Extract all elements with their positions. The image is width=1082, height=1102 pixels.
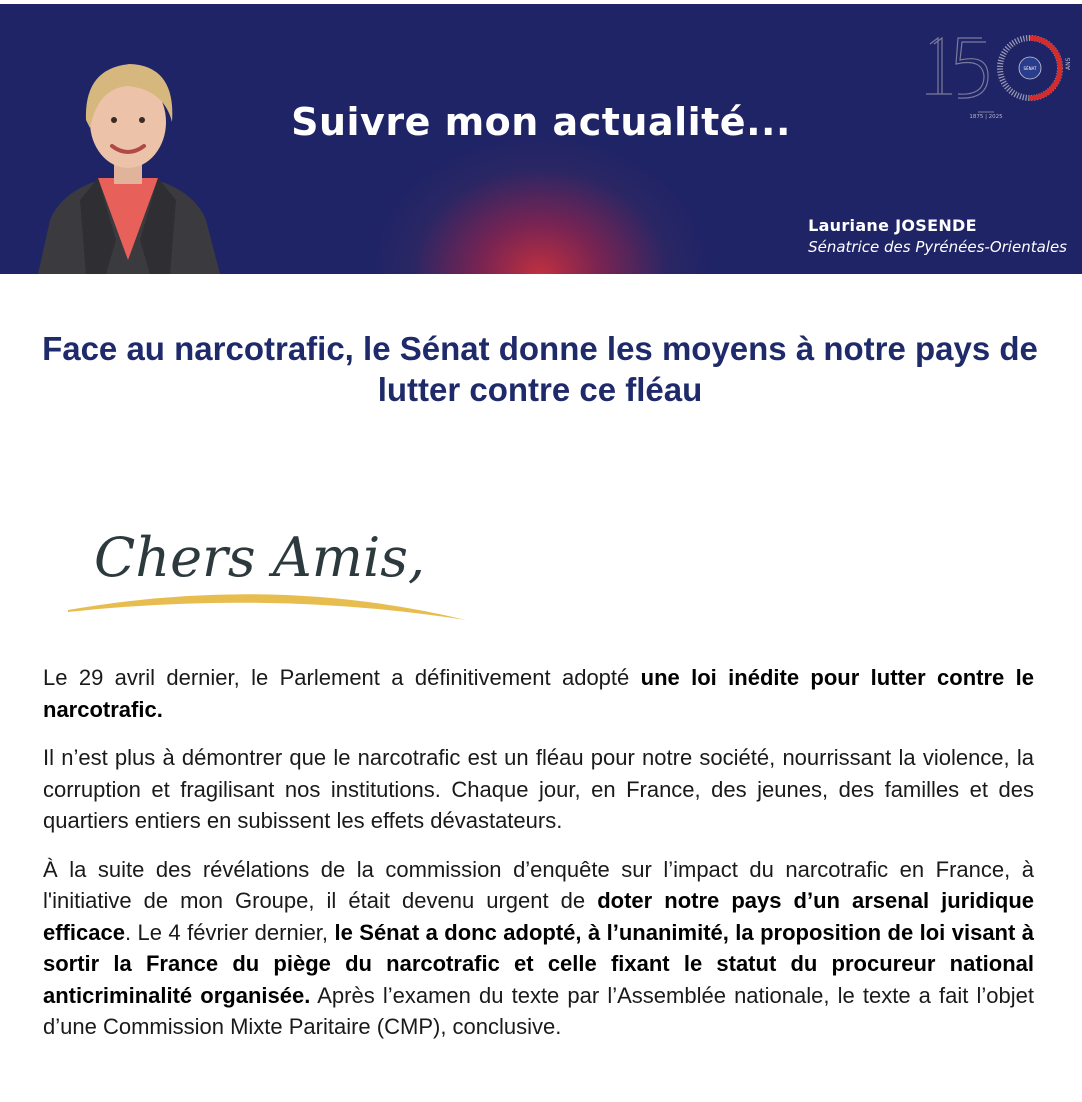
header-banner	[0, 4, 1082, 274]
senat-150-ans-logo	[922, 32, 1076, 124]
logo-seal-text: SÉNAT	[1023, 66, 1037, 71]
logo-ans-label: ANS	[1065, 57, 1072, 70]
banner-title: Suivre mon actualité...	[291, 100, 791, 144]
article-paragraph-3	[43, 854, 1034, 1043]
text-run: Il n’est plus à démontrer que le narcotrafic est un fléau pour notre société, nourrissant la violence, la corruption et fragilisant nos institutions. Chaque jour, en France, des jeunes, des familles et des quartiers entiers en subissent les effets dévastateurs.	[43, 745, 1034, 833]
logo-years: 1875 | 2025	[969, 114, 1003, 120]
article-paragraph-2	[43, 742, 1034, 837]
senator-caption	[808, 216, 1067, 256]
bold-text-run: doter notre pays d’un arsenal juridique efficace	[43, 888, 1035, 945]
article-paragraph-1	[43, 662, 1034, 725]
text-run: À la suite des révélations de la commission d’enquête sur l’impact du narcotrafic en France, à l'initiative de mon Groupe, il était devenu urgent de	[43, 856, 1034, 913]
senator-role: Sénatrice des Pyrénées-Orientales	[808, 238, 1067, 256]
senator-portrait	[28, 50, 228, 274]
greeting-handwritten	[64, 510, 474, 630]
text-run: Après l’examen du texte par l’Assemblée nationale, le texte a fait l’objet d’une Commission Mixte Paritaire (CMP), conclusive.	[43, 982, 1034, 1039]
greeting-text: Chers Amis,	[94, 526, 426, 589]
text-run: Le 29 avril dernier, le Parlement a définitivement adopté	[43, 665, 641, 690]
text-run: . Le 4 février dernier,	[124, 919, 335, 945]
article-body	[43, 662, 1034, 1060]
article-headline: Face au narcotrafic, le Sénat donne les moyens à notre pays de lutter contre ce fléau	[42, 330, 1038, 408]
greeting-underline	[68, 594, 466, 620]
bold-text-run: le Sénat a donc adopté, à l’unanimité, la proposition de loi visant à sortir la France du piège du narcotrafic et celle fixant le statut du procureur national anticriminalité organisée.	[43, 919, 1034, 1008]
bold-text-run: une loi inédite pour lutter contre le narcotrafic.	[43, 665, 1034, 722]
senator-name: Lauriane JOSENDE	[808, 216, 977, 235]
